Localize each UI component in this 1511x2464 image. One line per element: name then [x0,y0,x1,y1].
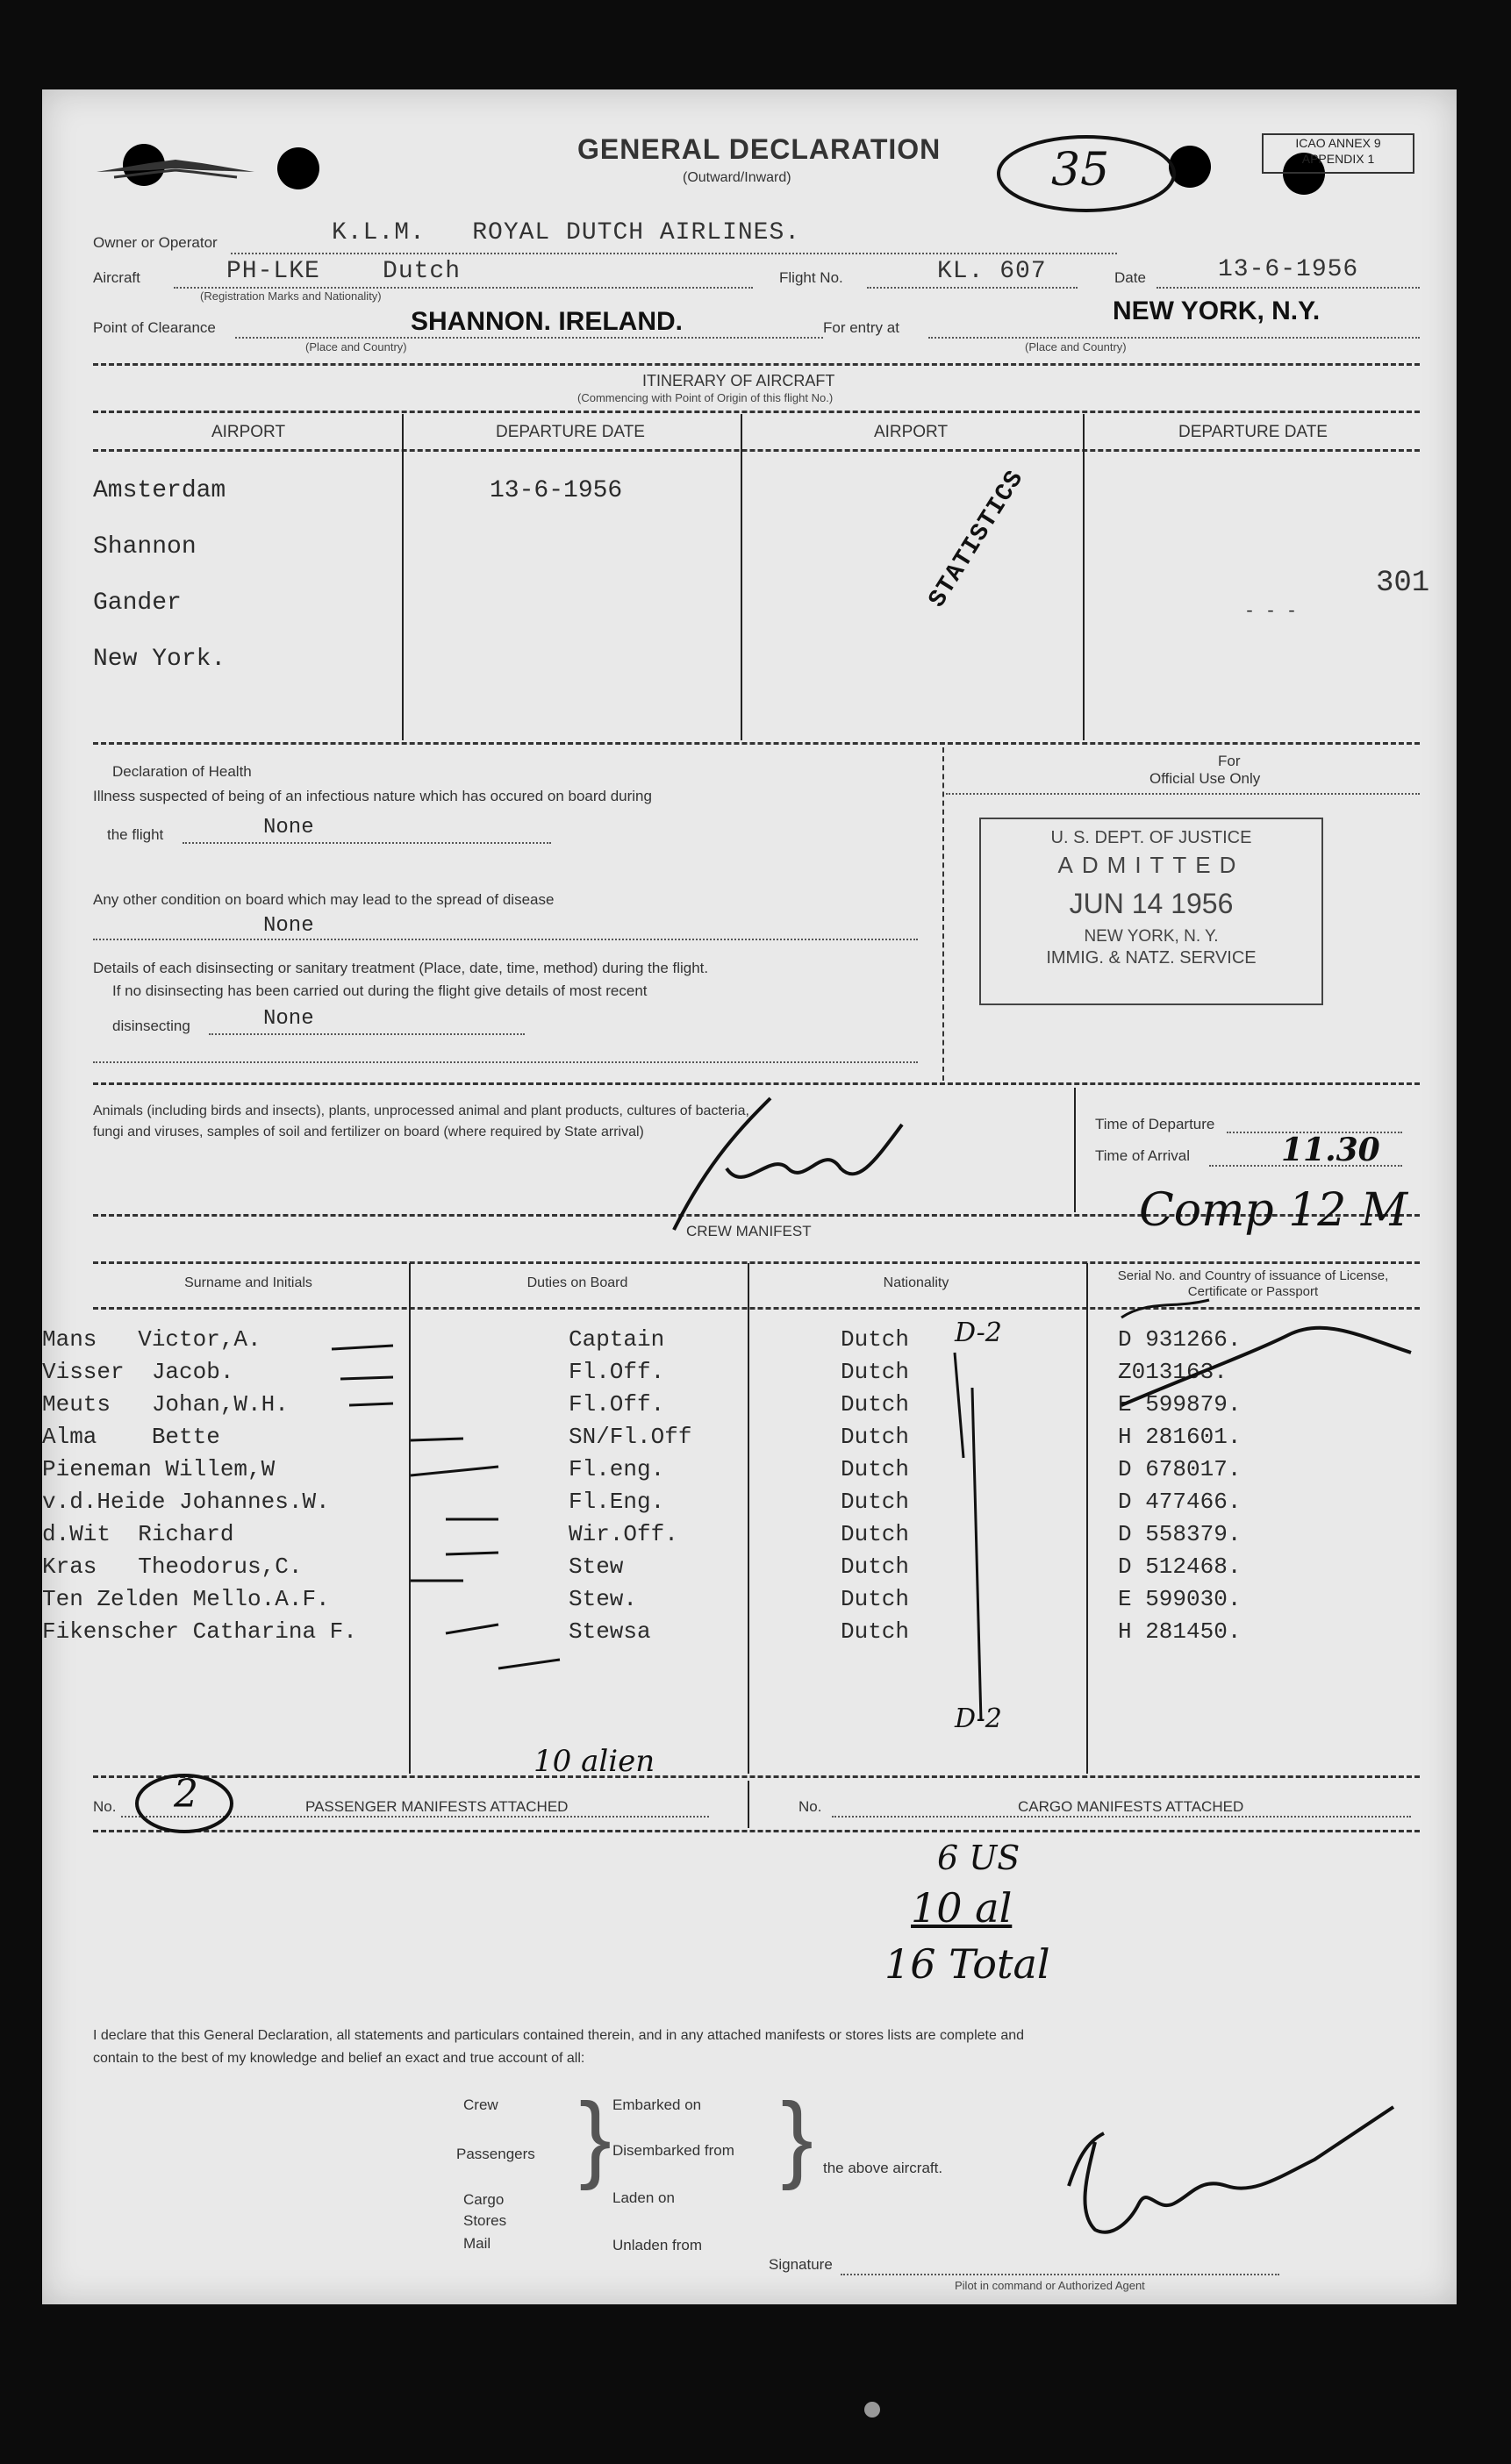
crew-name: Visser Jacob. [42,1359,234,1385]
handwritten-ten-al: 10 al [911,1884,1013,1932]
itinerary-airport: New York. [93,646,226,673]
handwritten-d2-top: D-2 [955,1318,1002,1348]
crew-name: Pieneman Willem,W [42,1456,276,1482]
crew-name: Fikenscher Catharina F. [42,1618,357,1645]
declaration-mid-laden: Laden on [612,2189,675,2206]
crew-serial: D 477466. [1118,1489,1242,1515]
health-q1b: the flight [107,826,164,843]
departure-time-label: Time of Departure [1095,1116,1215,1132]
crew-nationality: Dutch [841,1359,910,1385]
declaration-line-2: contain to the best of my knowledge and belief an exact and true account of all: [93,2051,585,2066]
declaration-mid-disembarked: Disembarked from [612,2142,734,2159]
declaration-item-cargo: Cargo [463,2191,505,2208]
handwritten-comp: Comp 12 M [1139,1184,1408,1237]
entry-sub: (Place and Country) [1025,340,1127,354]
crew-nationality: Dutch [841,1521,910,1547]
crew-serial: D 558379. [1118,1521,1242,1547]
date-value: 13-6-1956 [1218,256,1359,283]
handwritten-ten-alien: 10 alien [534,1744,655,1779]
crew-header-duty: Duties on Board [526,1275,628,1290]
brace-left: } [579,2083,612,2191]
passenger-no-label: No. [93,1798,117,1815]
crew-duty: SN/Fl.Off [569,1424,692,1450]
animals-text-2: fungi and viruses, samples of soil and fertilizer on board (where required by State arrival) [93,1125,644,1139]
signature-sub: Pilot in command or Authorized Agent [955,2279,1145,2292]
cargo-manifests-label: CARGO MANIFESTS ATTACHED [1018,1798,1244,1815]
cargo-no-label: No. [798,1798,822,1815]
itinerary-header-airport-1: AIRPORT [211,423,286,441]
aircraft-sub: (Registration Marks and Nationality) [200,289,382,303]
health-heading: Declaration of Health [112,763,252,780]
crew-serial: D 512468. [1118,1553,1242,1580]
crew-serial: H 281601. [1118,1424,1242,1450]
flight-value: KL. 607 [937,258,1047,285]
scan-speck [864,2402,880,2418]
crew-nationality: Dutch [841,1553,910,1580]
crew-serial: Z013163. [1118,1359,1228,1385]
health-q3: Details of each disinsecting or sanitary treatment (Place, date, time, method) during the flight. [93,960,709,976]
health-q3b: If no disinsecting has been carried out during the flight give details of most recent [112,982,648,999]
declaration-item-passengers: Passengers [456,2146,535,2162]
icao-line-2: APPENDIX 1 [1301,152,1375,166]
entry-value: NEW YORK, N.Y. [1113,296,1321,325]
crew-header-nationality: Nationality [883,1275,949,1290]
health-q1: Illness suspected of being of an infectious nature which has occured on board during [93,788,652,804]
declaration-form [42,89,1457,2304]
dash-mark: - - - [1244,602,1298,622]
crew-nationality: Dutch [841,1586,910,1612]
crew-nationality: Dutch [841,1618,910,1645]
itinerary-subtitle: (Commencing with Point of Origin of this flight No.) [577,391,834,404]
crew-duty: Fl.eng. [569,1456,665,1482]
owner-label: Owner or Operator [93,234,218,251]
crew-duty: Captain [569,1326,665,1353]
itinerary-header-airport-2: AIRPORT [873,423,949,441]
form-subtitle: (Outward/Inward) [683,170,791,185]
declaration-right-text: the above aircraft. [823,2160,943,2176]
crew-manifest-title: CREW MANIFEST [686,1223,812,1239]
aircraft-value: PH-LKE Dutch [226,258,462,285]
arrival-time-value: 11.30 [1281,1132,1380,1168]
health-answer-3: None [263,1007,314,1031]
crew-duty: Fl.Eng. [569,1489,665,1515]
crew-name: Mans Victor,A. [42,1326,261,1353]
entry-label: For entry at [823,319,899,336]
crew-serial: E 599879. [1118,1391,1242,1418]
handwritten-six-us: 6 US [937,1839,1020,1877]
stamp-line-5: IMMIG. & NATZ. SERVICE [1046,948,1257,968]
crew-nationality: Dutch [841,1489,910,1515]
crew-serial: H 281450. [1118,1618,1242,1645]
statistics-stamp: STATISTICS [924,466,1030,613]
health-q2: Any other condition on board which may lead to the spread of disease [93,891,555,908]
crew-duty: Wir.Off. [569,1521,678,1547]
declaration-item-mail: Mail [463,2235,491,2252]
stamp-line-4: NEW YORK, N. Y. [1084,927,1219,946]
health-answer-1: None [263,816,314,839]
animals-text-1: Animals (including birds and insects), plants, unprocessed animal and plant products, cultures of bacteria, [93,1103,749,1118]
crew-duty: Stewsa [569,1618,651,1645]
declaration-item-crew: Crew [463,2096,498,2113]
itinerary-airport: Amsterdam [93,477,226,504]
crew-name: v.d.Heide Johannes.W. [42,1489,330,1515]
crew-duty: Fl.Off. [569,1391,665,1418]
handwritten-d2-bottom: D-2 [955,1703,1002,1734]
date-label: Date [1114,269,1146,286]
clearance-label: Point of Clearance [93,319,216,336]
crew-header-serial: Serial No. and Country of issuance of License, Certificate or Passport [1117,1268,1389,1299]
itinerary-airport: Shannon [93,533,197,561]
crew-name: Ten Zelden Mello.A.F. [42,1586,330,1612]
crew-duty: Stew. [569,1586,638,1612]
crew-serial: D 931266. [1118,1326,1242,1353]
number-301: 301 [1376,567,1430,600]
ink-initials-scribble [42,89,1457,2304]
itinerary-airport: Gander [93,589,182,617]
brace-right: } [781,2083,813,2191]
declaration-mid-embarked: Embarked on [612,2096,702,2113]
crew-duty: Fl.Off. [569,1359,665,1385]
handwritten-sixteen-total: 16 Total [884,1940,1050,1988]
crew-nationality: Dutch [841,1326,910,1353]
icao-line-1: ICAO ANNEX 9 [1295,136,1381,150]
crew-name: Alma Bette [42,1424,220,1450]
circled-number: 35 [1051,144,1110,196]
health-answer-2: None [263,914,314,938]
arrival-time-label: Time of Arrival [1095,1147,1191,1164]
crew-serial: D 678017. [1118,1456,1242,1482]
clearance-value: SHANNON. IRELAND. [411,307,684,336]
flight-label: Flight No. [779,269,843,286]
crew-nationality: Dutch [841,1456,910,1482]
itinerary-title: ITINERARY OF AIRCRAFT [642,372,835,389]
stamp-line-1: U. S. DEPT. OF JUSTICE [1050,828,1252,847]
declaration-mid-unladen: Unladen from [612,2237,703,2253]
stamp-line-3: JUN 14 1956 [1069,888,1234,919]
official-use-line-1: For [1218,753,1241,769]
crew-header-name: Surname and Initials [184,1275,312,1290]
official-use-line-2: Official Use Only [1149,770,1261,787]
declaration-line-1: I declare that this General Declaration, all statements and particulars contained therein, and in any attached manifests or stores lists are complete and [93,2028,1025,2043]
itinerary-header-date-1: DEPARTURE DATE [496,423,645,441]
aircraft-label: Aircraft [93,269,140,286]
stamp-line-2: ADMITTED [1057,852,1245,878]
itinerary-header-date-2: DEPARTURE DATE [1178,423,1328,441]
clearance-sub: (Place and Country) [305,340,407,354]
owner-value: K.L.M. ROYAL DUTCH AIRLINES. [332,219,801,246]
crew-name: d.Wit Richard [42,1521,234,1547]
crew-nationality: Dutch [841,1391,910,1418]
health-q3c: disinsecting [112,1018,190,1034]
signature-label: Signature [769,2256,833,2273]
itinerary-first-date: 13-6-1956 [490,477,623,504]
crew-name: Meuts Johan,W.H. [42,1391,289,1418]
passenger-count: 2 [174,1772,198,1817]
declaration-item-stores: Stores [463,2212,507,2229]
form-title: GENERAL DECLARATION [577,133,942,165]
crew-nationality: Dutch [841,1424,910,1450]
pilot-signature [1051,2107,1402,2265]
crew-name: Kras Theodorus,C. [42,1553,303,1580]
crew-duty: Stew [569,1553,624,1580]
crew-serial: E 599030. [1118,1586,1242,1612]
passenger-manifests-label: PASSENGER MANIFESTS ATTACHED [305,1798,569,1815]
